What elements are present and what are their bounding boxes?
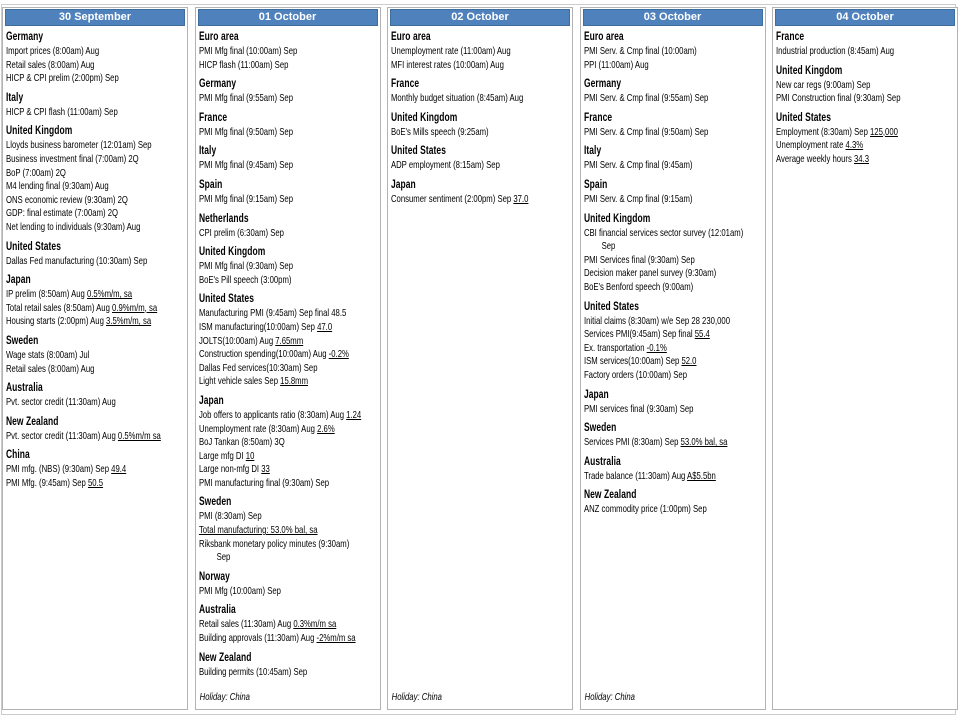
event-item [6, 45, 185, 59]
country-heading: France [583, 111, 612, 124]
event-value: -2%m/m sa [316, 632, 356, 645]
event-text: Employment (8:30am) Sep [775, 125, 871, 138]
event-item [6, 477, 185, 491]
country-section [198, 490, 377, 564]
event-item [198, 59, 377, 73]
country-heading: United Kingdom [198, 246, 265, 259]
event-item [583, 355, 762, 369]
country-section [6, 443, 185, 490]
event-item [583, 328, 762, 342]
event-continuation: Sep [601, 240, 615, 253]
event-text: Industrial production (8:45am) Aug [775, 45, 895, 57]
event-text: Monthly budget situation (8:45am) Aug [390, 92, 524, 105]
events-list [3, 26, 187, 709]
event-item [6, 349, 185, 363]
holiday-note: Holiday: China [584, 691, 635, 703]
country-section [583, 207, 762, 295]
event-value: 50.5 [87, 476, 104, 489]
country-heading: United Kingdom [583, 212, 650, 225]
event-item [583, 470, 762, 484]
country-section [583, 173, 762, 207]
event-text: New car regs (9:00am) Sep [775, 78, 871, 91]
event-value: 125,000 [870, 125, 898, 138]
country-section [391, 72, 570, 106]
country-section [198, 72, 377, 106]
country-heading: Sweden [5, 334, 39, 347]
event-value: 2.6% [316, 422, 335, 435]
event-text: BoE's Benford speech (9:00am) [583, 280, 693, 293]
event-item [6, 315, 185, 329]
event-text: HICP & CPI prelim (2:00pm) Sep [5, 72, 119, 85]
event-value: A$5.5bn [686, 469, 716, 482]
event-text: Construction spending(10:00am) Aug [198, 348, 329, 361]
event-item [6, 302, 185, 316]
country-heading: United Kingdom [390, 111, 458, 124]
event-item [776, 92, 955, 106]
day-column-2 [195, 7, 381, 710]
country-section [583, 72, 762, 106]
event-value: 3.5%m/m, sa [106, 315, 152, 328]
event-text: MFI interest rates (10:00am) Aug [390, 58, 504, 71]
event-item [583, 92, 762, 106]
event-text: BoE's Mills speech (9:25am) [390, 125, 489, 138]
country-heading: Euro area [198, 31, 239, 43]
country-section [583, 295, 762, 383]
event-item [6, 194, 185, 208]
event-item [198, 126, 377, 140]
event-text: Decision maker panel survey (9:30am) [583, 267, 716, 280]
country-heading: Spain [198, 178, 222, 191]
event-item [6, 180, 185, 194]
country-section [198, 240, 377, 287]
country-heading: Japan [583, 388, 609, 401]
country-section [198, 565, 377, 599]
event-text: PMI Mfg final (9:50am) Sep [198, 125, 293, 138]
event-item [776, 153, 955, 167]
event-text: PMI Mfg final (9:15am) Sep [198, 192, 293, 205]
country-section [198, 28, 377, 72]
column-body [581, 26, 765, 709]
country-section [6, 86, 185, 120]
event-item [583, 254, 762, 268]
event-item [198, 45, 377, 59]
event-text: PMI Serv. & Cmp final (10:00am) [583, 45, 697, 57]
event-text: Lloyds business barometer (12:01am) Sep [5, 139, 152, 152]
country-heading: Germany [583, 78, 621, 91]
event-item [391, 193, 570, 207]
event-item [6, 153, 185, 167]
country-heading: Japan [198, 394, 224, 407]
country-section [198, 207, 377, 241]
event-value: 1.24 [345, 408, 361, 421]
day-column-3 [387, 7, 573, 710]
event-value: 0.5%m/m sa [117, 429, 161, 442]
event-text: Initial claims (8:30am) w/e Sep 28 230,000 [583, 314, 730, 327]
event-item [198, 423, 377, 437]
event-item [6, 396, 185, 410]
country-section [391, 28, 570, 72]
event-item [6, 221, 185, 235]
event-item [776, 79, 955, 93]
country-heading: China [5, 449, 30, 462]
event-text: Unemployment rate (8:30am) Aug [198, 422, 317, 435]
event-text: Wage stats (8:00am) Jul [5, 348, 90, 361]
event-item [198, 362, 377, 376]
event-text: Business investment final (7:00am) 2Q [5, 152, 139, 165]
event-text: HICP & CPI flash (11:00am) Sep [5, 105, 118, 118]
event-text: Import prices (8:00am) Aug [5, 45, 100, 57]
country-section [198, 173, 377, 207]
event-text: Services PMI (8:30am) Sep [583, 436, 681, 449]
event-item [198, 193, 377, 207]
country-section [391, 106, 570, 140]
event-item [198, 538, 377, 565]
country-heading: United States [775, 111, 831, 124]
date-header: 30 September [5, 9, 185, 26]
event-value: -0.2% [328, 348, 349, 361]
event-text: PMI Serv. & Cmp final (9:50am) Sep [583, 125, 708, 138]
country-section [583, 383, 762, 417]
event-item [198, 463, 377, 477]
event-item [391, 59, 570, 73]
event-value: 7.65mm [274, 334, 303, 347]
country-section [583, 106, 762, 140]
event-text: Total retail sales (8:50am) Aug [5, 301, 113, 314]
event-value: 10 [245, 449, 254, 462]
event-item [583, 159, 762, 173]
event-text: PMI Mfg final (9:45am) Sep [198, 159, 293, 172]
event-item [391, 159, 570, 173]
event-text: Pvt. sector credit (11:30am) Aug [5, 429, 118, 442]
day-column-1 [2, 7, 188, 710]
event-value: 55.4 [694, 328, 710, 341]
column-body [388, 26, 572, 709]
country-heading: France [390, 78, 420, 91]
country-section [583, 28, 762, 72]
country-section [6, 235, 185, 269]
event-item [6, 106, 185, 120]
event-text: ONS economic review (9:30am) 2Q [5, 193, 128, 206]
event-item [583, 281, 762, 295]
event-item [198, 321, 377, 335]
country-heading: Germany [198, 78, 236, 91]
event-text: Retail sales (11:30am) Aug [198, 618, 293, 631]
event-text: BoP (7:00am) 2Q [5, 166, 66, 179]
events-list [388, 26, 572, 709]
date-header: 02 October [390, 9, 570, 26]
event-value: 52.0 [680, 355, 696, 368]
events-list [581, 26, 765, 709]
event-item [776, 139, 955, 153]
event-text: Building approvals (11:30am) Aug [198, 632, 317, 645]
event-item [391, 126, 570, 140]
country-section [198, 139, 377, 173]
event-item [6, 430, 185, 444]
country-section [776, 59, 955, 106]
holiday-note: Holiday: China [199, 691, 250, 703]
event-item [391, 45, 570, 59]
event-item [6, 72, 185, 86]
event-item [198, 477, 377, 491]
country-section [6, 268, 185, 329]
event-item [583, 315, 762, 329]
event-item [776, 45, 955, 59]
calendar-grid [2, 7, 958, 710]
event-text: PPI (11:00am) Aug [583, 58, 649, 71]
event-text: HICP flash (11:00am) Sep [198, 58, 288, 71]
country-heading: New Zealand [198, 651, 251, 664]
event-text: Services PMI(9:45am) Sep final [583, 328, 695, 341]
event-item [776, 126, 955, 140]
event-continuation: Sep [216, 551, 230, 564]
event-text: ADP employment (8:15am) Sep [390, 159, 500, 172]
day-column-4 [580, 7, 766, 710]
event-text: PMI mfg. (NBS) (9:30am) Sep [5, 463, 112, 476]
country-heading: United States [583, 300, 639, 313]
country-heading: Italy [198, 145, 216, 158]
country-heading: Sweden [198, 496, 231, 509]
country-heading: New Zealand [5, 415, 59, 428]
event-item [6, 463, 185, 477]
event-text: Large non-mfg DI [198, 463, 261, 476]
event-item [583, 436, 762, 450]
country-section [198, 287, 377, 389]
country-section [583, 139, 762, 173]
event-item [198, 375, 377, 389]
event-value: 33 [260, 463, 270, 476]
event-item [583, 403, 762, 417]
event-item [198, 260, 377, 274]
event-value: -0.1% [646, 341, 667, 354]
event-text: Riksbank monetary policy minutes (9:30am) [198, 537, 349, 550]
country-heading: Japan [390, 178, 416, 191]
column-body [3, 26, 187, 709]
event-item [198, 307, 377, 321]
event-item [198, 585, 377, 599]
event-value: 49.4 [111, 463, 127, 476]
event-text: Net lending to individuals (9:30am) Aug [5, 220, 141, 233]
event-item [6, 139, 185, 153]
country-heading: United States [390, 145, 446, 158]
country-heading: Australia [5, 382, 43, 395]
event-text: GDP: final estimate (7:00am) 2Q [5, 207, 119, 220]
event-text: Trade balance (11:30am) Aug [583, 469, 687, 482]
events-list [773, 26, 957, 709]
column-body [773, 26, 957, 709]
country-heading: Euro area [583, 31, 624, 43]
event-item [583, 59, 762, 73]
event-text: Consumer sentiment (2:00pm) Sep [390, 192, 514, 205]
event-item [6, 207, 185, 221]
event-text: Average weekly hours [775, 152, 854, 165]
event-text: Unemployment rate (11:00am) Aug [390, 45, 511, 57]
event-item [6, 363, 185, 377]
event-item [198, 348, 377, 362]
country-heading: New Zealand [583, 489, 636, 502]
country-section [583, 450, 762, 484]
event-text: Retail sales (8:00am) Aug [5, 362, 95, 375]
country-section [6, 329, 185, 376]
country-heading: France [198, 111, 227, 124]
event-text: ANZ commodity price (1:00pm) Sep [583, 503, 707, 516]
country-section [583, 416, 762, 450]
event-item [198, 666, 377, 680]
event-text: Housing starts (2:00pm) Aug [5, 315, 107, 328]
event-text: PMI Mfg final (10:00am) Sep [198, 45, 297, 57]
column-body [196, 26, 380, 709]
event-text: Light vehicle sales Sep [198, 375, 280, 388]
country-heading: Australia [583, 455, 621, 468]
event-text: Dallas Fed services(10:30am) Sep [198, 361, 317, 374]
event-item [198, 436, 377, 450]
country-heading: United States [198, 293, 254, 306]
country-section [198, 646, 377, 680]
events-list [196, 26, 380, 709]
event-item [6, 59, 185, 73]
country-heading: France [775, 31, 805, 43]
country-section [198, 598, 377, 645]
event-item [583, 503, 762, 517]
event-item [583, 369, 762, 383]
event-text: M4 lending final (9:30am) Aug [5, 180, 109, 193]
event-text: PMI Services final (9:30am) Sep [583, 253, 695, 266]
country-heading: Italy [5, 91, 24, 104]
event-text: Job offers to applicants ratio (8:30am) Aug [198, 408, 346, 421]
event-value: 37.0 [513, 192, 529, 205]
event-item [198, 274, 377, 288]
country-section [776, 106, 955, 167]
country-section [6, 28, 185, 86]
event-item [583, 227, 762, 254]
event-item [198, 159, 377, 173]
event-item [583, 342, 762, 356]
event-text: PMI Mfg final (9:30am) Sep [198, 260, 293, 273]
event-text: IP prelim (8:50am) Aug [5, 288, 87, 301]
country-heading: United States [5, 240, 61, 253]
event-text: PMI Mfg (10:00am) Sep [198, 584, 281, 597]
event-value: Total manufacturing: 53.0% bal, sa [198, 524, 318, 537]
event-item [6, 167, 185, 181]
event-text: PMI Mfg final (9:55am) Sep [198, 92, 293, 105]
event-text: Factory orders (10:00am) Sep [583, 368, 687, 381]
country-section [198, 106, 377, 140]
event-text: CPI prelim (6:30am) Sep [198, 226, 284, 239]
event-item [198, 409, 377, 423]
day-column-5 [772, 7, 958, 710]
event-text: PMI Mfg. (9:45am) Sep [5, 476, 88, 489]
event-value: 34.3 [853, 152, 870, 165]
date-header: 01 October [198, 9, 378, 26]
country-heading: Netherlands [198, 212, 249, 225]
country-heading: United Kingdom [775, 64, 843, 77]
country-section [391, 139, 570, 173]
event-item [198, 632, 377, 646]
event-text: ISM manufacturing(10:00am) Sep [198, 320, 317, 333]
event-text: BoJ Tankan (8:50am) 3Q [198, 436, 285, 449]
country-heading: Germany [5, 31, 44, 43]
event-item [198, 618, 377, 632]
country-section [391, 173, 570, 207]
event-item [198, 450, 377, 464]
event-item [198, 524, 377, 538]
event-item [583, 193, 762, 207]
event-item [198, 510, 377, 524]
event-value: 0.9%m/m, sa [112, 301, 158, 314]
holiday-note: Holiday: China [391, 691, 442, 703]
event-item [583, 267, 762, 281]
event-text: Pvt. sector credit (11:30am) Aug [5, 396, 116, 409]
event-item [583, 126, 762, 140]
event-text: Unemployment rate [775, 139, 846, 152]
event-item [583, 45, 762, 59]
event-text: Ex. transportation [583, 341, 647, 354]
country-heading: Euro area [390, 31, 431, 43]
event-text: PMI Serv. & Cmp final (9:55am) Sep [583, 92, 708, 105]
event-value: 47.0 [316, 320, 332, 333]
country-heading: Spain [583, 178, 607, 191]
event-text: PMI Serv. & Cmp final (9:15am) [583, 192, 692, 205]
event-item [198, 227, 377, 241]
country-heading: Japan [5, 274, 31, 287]
country-section [6, 376, 185, 410]
country-heading: Sweden [583, 422, 616, 435]
event-value: 0.3%m/m sa [292, 618, 336, 631]
event-value: 53.0% bal, sa [680, 436, 727, 449]
country-section [776, 28, 955, 59]
country-section [6, 410, 185, 444]
country-heading: Norway [198, 570, 230, 583]
event-text: JOLTS(10:00am) Aug [198, 334, 275, 347]
country-heading: Australia [198, 604, 236, 617]
country-section [583, 483, 762, 517]
event-item [391, 92, 570, 106]
event-text: BoE's Pill speech (3:00pm) [198, 273, 291, 286]
event-text: PMI Serv. & Cmp final (9:45am) [583, 159, 692, 172]
event-item [198, 92, 377, 106]
event-item [6, 288, 185, 302]
event-text: PMI manufacturing final (9:30am) Sep [198, 476, 329, 489]
event-item [198, 335, 377, 349]
event-text: Building permits (10:45am) Sep [198, 665, 307, 678]
event-text: PMI (8:30am) Sep [198, 510, 262, 523]
date-header: 03 October [583, 9, 763, 26]
event-text: CBI financial services sector survey (12:01am) [583, 226, 743, 239]
event-text: Large mfg DI [198, 449, 246, 462]
event-text: Dallas Fed manufacturing (10:30am) Sep [5, 254, 148, 267]
event-text: PMI Construction final (9:30am) Sep [775, 92, 901, 105]
country-section [198, 389, 377, 491]
event-value: 0.5%m/m, sa [86, 288, 133, 301]
date-header: 04 October [775, 9, 955, 26]
event-text: Manufacturing PMI (9:45am) Sep final 48.5 [198, 307, 346, 320]
event-value: 15.8mm [279, 375, 308, 388]
event-text: PMI services final (9:30am) Sep [583, 402, 693, 415]
event-text: ISM services(10:00am) Sep [583, 355, 681, 368]
country-heading: United Kingdom [5, 125, 73, 138]
event-value: 4.3% [845, 139, 864, 152]
event-item [6, 255, 185, 269]
country-heading: Italy [583, 145, 601, 158]
country-section [6, 119, 185, 234]
event-text: Retail sales (8:00am) Aug [5, 58, 95, 71]
